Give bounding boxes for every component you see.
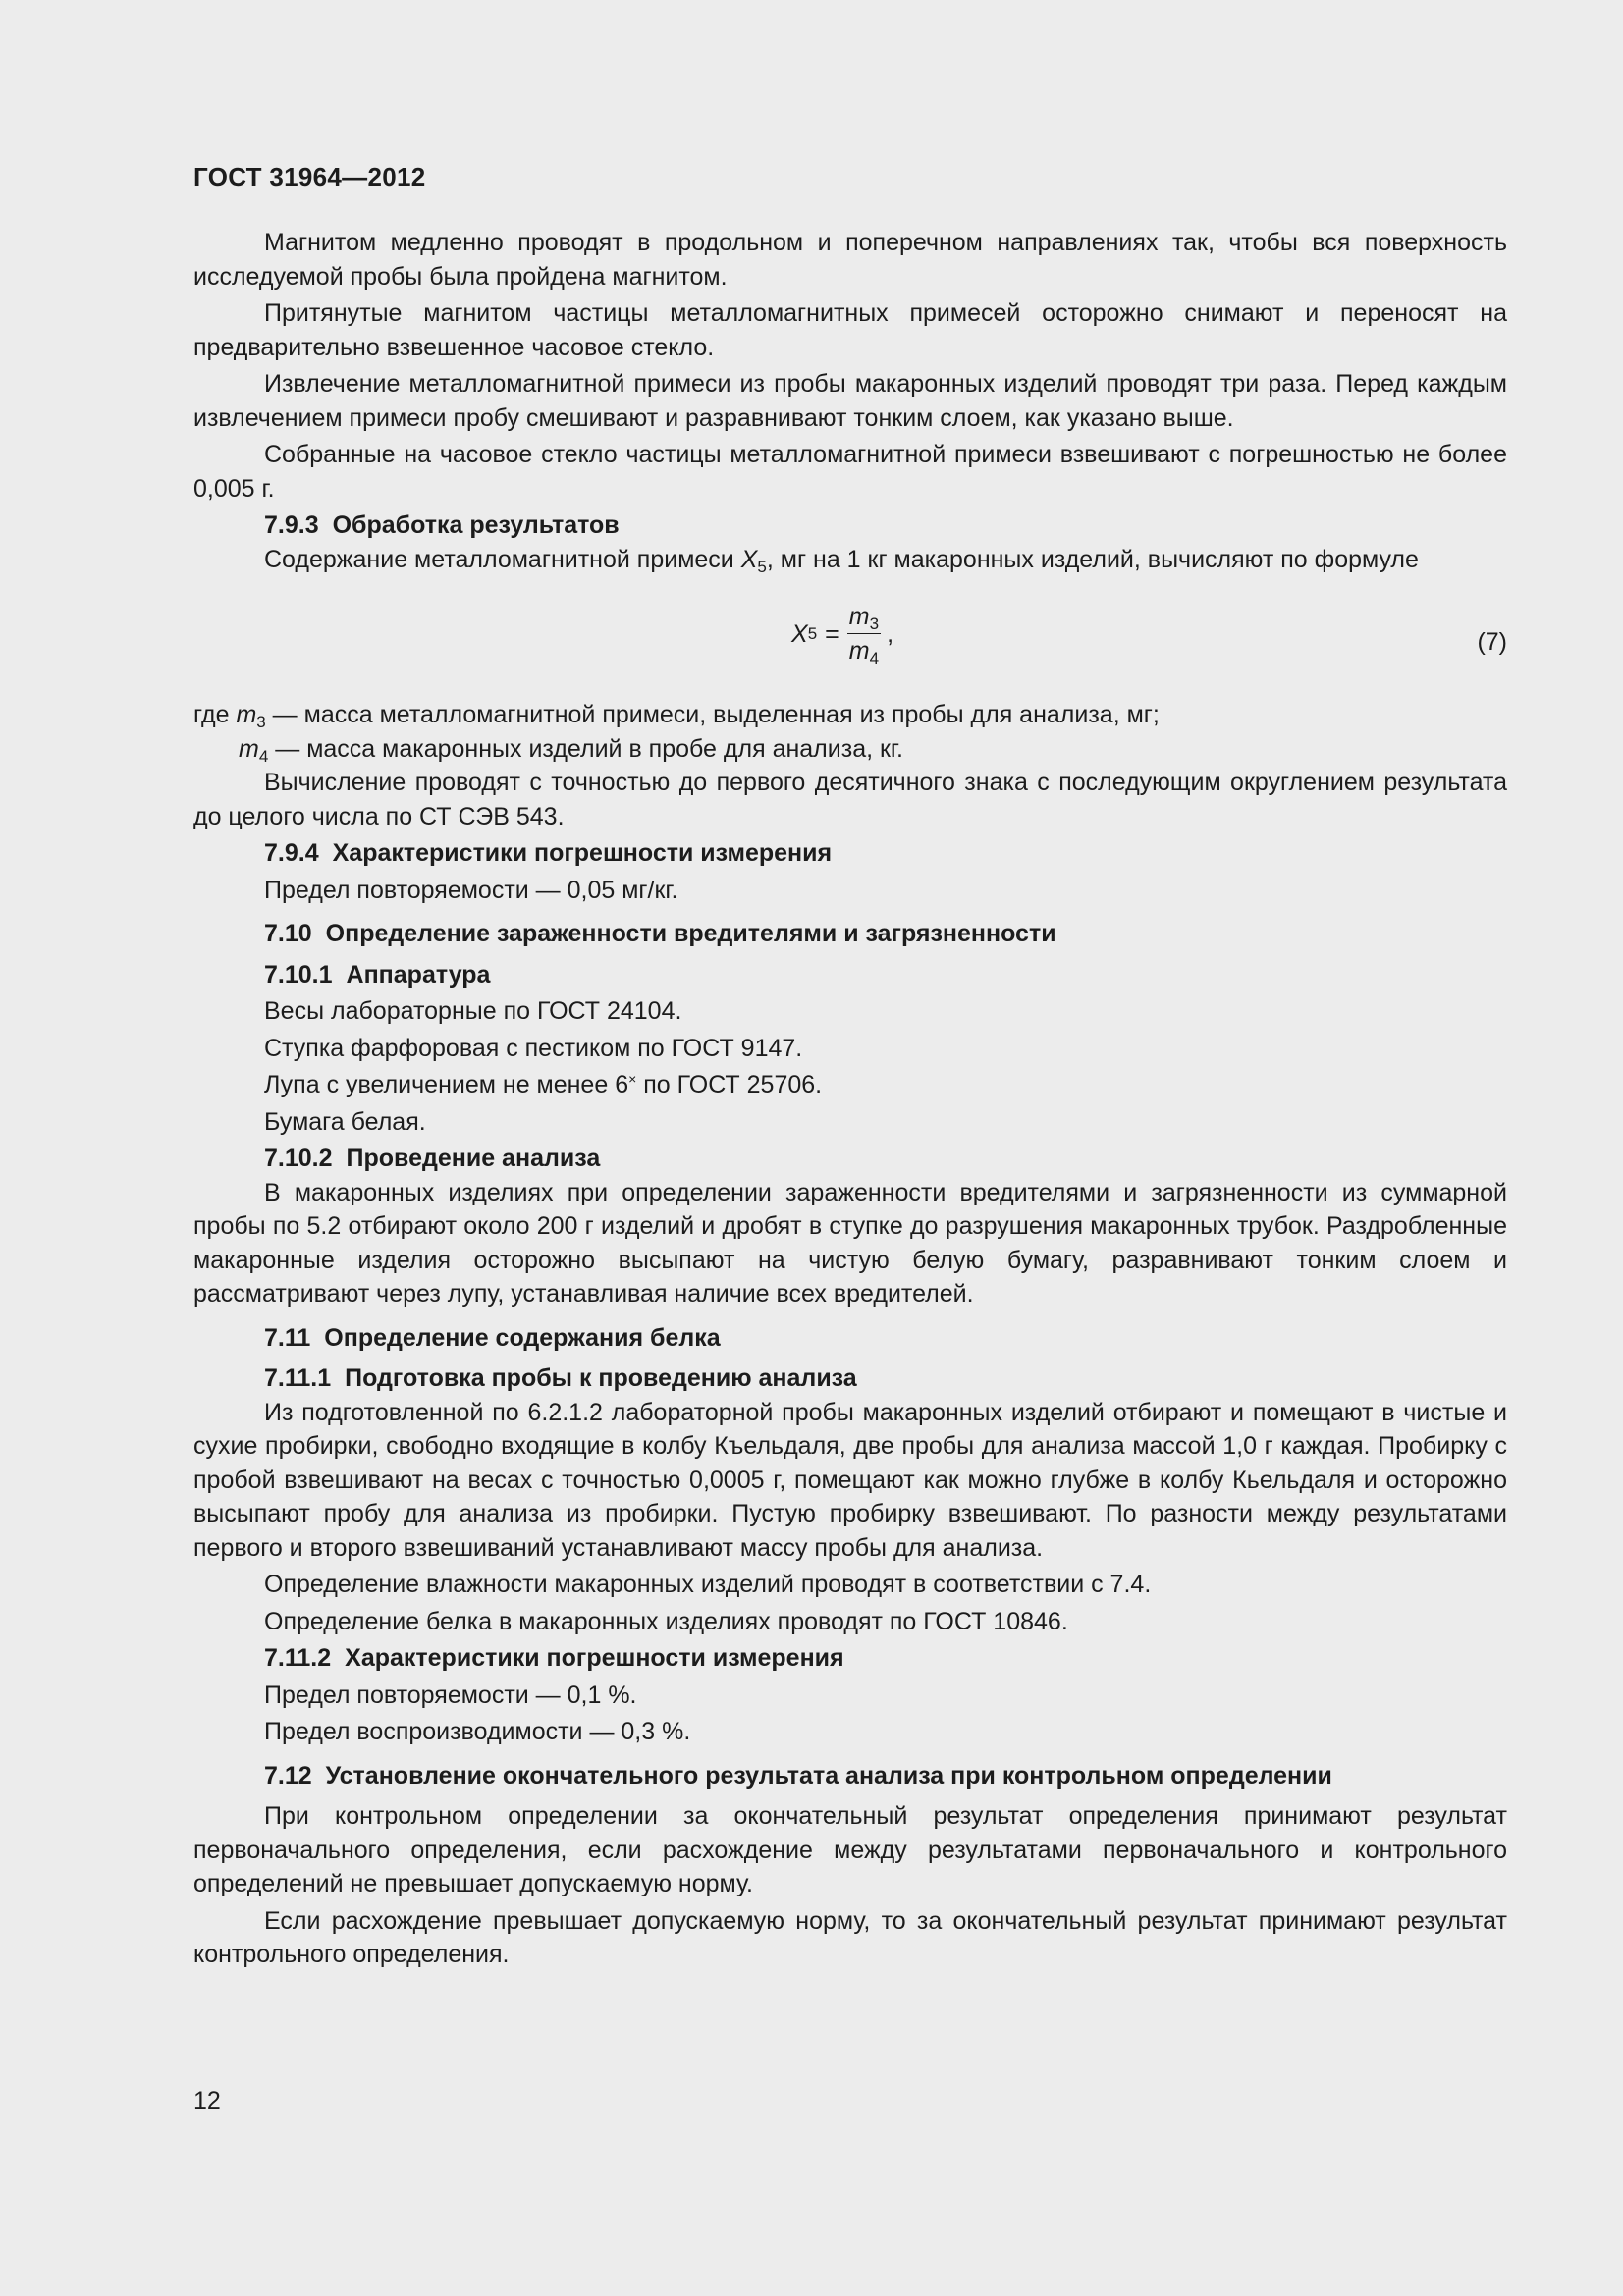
equipment-item: Бумага белая. bbox=[264, 1107, 426, 1136]
formula-fraction bbox=[847, 603, 881, 668]
section-title: Характеристики погрешности измерения bbox=[345, 1644, 844, 1672]
denominator-var: m bbox=[848, 637, 870, 666]
where-m3-text: — масса металломагнитной примеси, выделенная из пробы для анализа, мг; bbox=[265, 701, 1160, 728]
section-7-9-3-heading bbox=[193, 508, 1507, 543]
paragraph-content-formula-intro bbox=[193, 543, 1507, 577]
variable-m4: m bbox=[239, 734, 259, 763]
section-number: 7.11.2 bbox=[264, 1644, 332, 1672]
equipment-item: Ступка фарфоровая с пестиком по ГОСТ 9147. bbox=[264, 1034, 803, 1062]
page-number: 12 bbox=[193, 2087, 221, 2114]
where-m4 bbox=[193, 732, 1507, 767]
section-title: Определение зараженности вредителями и загрязненности bbox=[325, 920, 1056, 947]
variable-m4-subscript: 4 bbox=[258, 746, 269, 766]
document-header: ГОСТ 31964—2012 bbox=[193, 162, 426, 191]
section-number: 7.10.1 bbox=[264, 960, 333, 988]
where-lead: где bbox=[193, 701, 237, 728]
section-title: Обработка результатов bbox=[332, 511, 620, 539]
numerator-var: m bbox=[848, 603, 870, 630]
paragraph-pest-analysis: В макаронных изделиях при определении зараженности вредителями и загрязненности из суммарной пробы по 5.2 отбирают около 200 г изделий и дробят в ступке до разрушения макаронных трубок. Раздробленные макаронные изделия осторожно высыпают на чистую белую бумагу, разравнивают тонким слоем и рассматривают через лупу, устанавливая наличие всех вредителей. bbox=[193, 1178, 1507, 1308]
variable-m3: m bbox=[236, 701, 257, 728]
text-fragment: , мг на 1 кг макаронных изделий, вычисляют по формуле bbox=[766, 545, 1419, 573]
repeatability-limit: Предел повторяемости — 0,05 мг/кг. bbox=[264, 876, 678, 904]
reproducibility-limit: Предел воспроизводимости — 0,3 %. bbox=[264, 1718, 691, 1745]
paragraph-sample-preparation: Из подготовленной по 6.2.1.2 лабораторной пробы макаронных изделий отбирают и помещают в чистые и сухие пробирки, свободно входящие в колбу Къельдаля, две пробы для анализа массой 1,0 г каждая. Пробирку с пробой взвешивают на весах с точностью 0,0005 г, помещают как можно глубже в колбу Кьельдаля и осторожно высыпают пробу для анализа из пробирки. Пустую пробирку взвешивают. По разности между результатами первого и второго взвешиваний устанавливают массу пробы для анализа. bbox=[193, 1398, 1507, 1562]
repeatability-limit: Предел повторяемости — 0,1 %. bbox=[264, 1681, 637, 1709]
formula-comma: , bbox=[887, 619, 894, 648]
variable-subscript: 5 bbox=[757, 557, 767, 576]
equation-number: (7) bbox=[1477, 628, 1507, 656]
section-7-9-4-heading bbox=[193, 836, 1507, 871]
equipment-item: Весы лабораторные по ГОСТ 24104. bbox=[264, 997, 682, 1025]
section-7-10-heading bbox=[193, 917, 1507, 951]
variable-m3-subscript: 3 bbox=[256, 713, 266, 731]
magnification-sign: × bbox=[628, 1071, 637, 1087]
formula-lhs: X bbox=[791, 619, 808, 648]
section-7-11-1-heading bbox=[193, 1362, 1507, 1396]
formula-equals: = bbox=[825, 619, 839, 648]
section-7-10-1-heading bbox=[193, 958, 1507, 992]
section-title: Определение содержания белка bbox=[324, 1323, 721, 1352]
text-fragment: Лупа с увеличением не менее 6 bbox=[264, 1071, 629, 1098]
section-number: 7.9.3 bbox=[264, 511, 319, 539]
variable-x: X bbox=[740, 545, 758, 573]
paragraph-extraction-repeat: Извлечение металломагнитной примеси из пробы макаронных изделий проводят три раза. Перед каждым извлечением примеси пробу смешивают и разравнивают тонким слоем, как указано выше. bbox=[193, 370, 1507, 432]
document-page bbox=[193, 0, 1507, 2296]
fraction-numerator bbox=[847, 604, 881, 634]
formula-expression: X 5 = $\frac{m_3}{m_4}$ , bbox=[791, 603, 894, 668]
section-7-10-2-heading bbox=[193, 1142, 1507, 1176]
section-number: 7.10.2 bbox=[264, 1145, 333, 1172]
text-fragment: по ГОСТ 25706. bbox=[636, 1071, 823, 1098]
paragraph-moisture: Определение влажности макаронных изделий проводят в соответствии с 7.4. bbox=[264, 1571, 1152, 1598]
where-m3 bbox=[193, 698, 1507, 732]
section-7-12-heading bbox=[193, 1759, 1507, 1793]
document-body bbox=[193, 226, 1507, 1972]
paragraph-calculation-accuracy: Вычисление проводят с точностью до первого десятичного знака с последующим округлением результата до целого числа по СТ СЭВ 543. bbox=[193, 769, 1507, 830]
section-title: Характеристики погрешности измерения bbox=[332, 839, 833, 867]
where-m4-text: — масса макаронных изделий в пробе для анализа, кг. bbox=[268, 734, 903, 763]
section-title: Подготовка пробы к проведению анализа bbox=[345, 1364, 857, 1392]
paragraph-control-result: Если расхождение превышает допускаемую норму, то за окончательный результат принимают результат контрольного определения. bbox=[193, 1906, 1507, 1968]
section-title: Проведение анализа bbox=[346, 1145, 601, 1172]
section-7-11-2-heading bbox=[193, 1641, 1507, 1676]
paragraph-magnet-movement: Магнитом медленно проводят в продольном и поперечном направлениях так, чтобы вся поверхность исследуемой пробы была пройдена магнитом. bbox=[193, 229, 1507, 291]
text-fragment: Содержание металломагнитной примеси bbox=[264, 545, 741, 573]
paragraph-particles-transfer: Притянутые магнитом частицы металломагнитных примесей осторожно снимают и переносят на предварительно взвешенное часовое стекло. bbox=[193, 299, 1507, 361]
numerator-subscript: 3 bbox=[869, 614, 880, 633]
paragraph-final-result: При контрольном определении за окончательный результат определения принимают результат первоначального определения, если расхождение между результатами первоначального и контрольного определений не превышает допускаемую норму. bbox=[193, 1802, 1507, 1897]
denominator-subscript: 4 bbox=[869, 649, 880, 668]
section-number: 7.12 bbox=[264, 1761, 312, 1789]
section-7-11-heading bbox=[193, 1321, 1507, 1356]
section-number: 7.11.1 bbox=[264, 1364, 332, 1392]
fraction-denominator bbox=[847, 634, 881, 668]
paragraph-protein: Определение белка в макаронных изделиях проводят по ГОСТ 10846. bbox=[264, 1607, 1068, 1635]
section-number: 7.11 bbox=[264, 1323, 311, 1352]
section-number: 7.9.4 bbox=[264, 839, 319, 867]
equipment-item-loupe bbox=[193, 1068, 1507, 1102]
paragraph-weighing: Собранные на часовое стекло частицы металломагнитной примеси взвешивают с погрешностью не более 0,005 г. bbox=[193, 441, 1507, 503]
section-number: 7.10 bbox=[264, 920, 312, 947]
section-title: Установление окончательного результата анализа при контрольном определении bbox=[325, 1761, 1332, 1789]
section-title: Аппаратура bbox=[346, 960, 491, 988]
formula-7 bbox=[193, 600, 1507, 698]
